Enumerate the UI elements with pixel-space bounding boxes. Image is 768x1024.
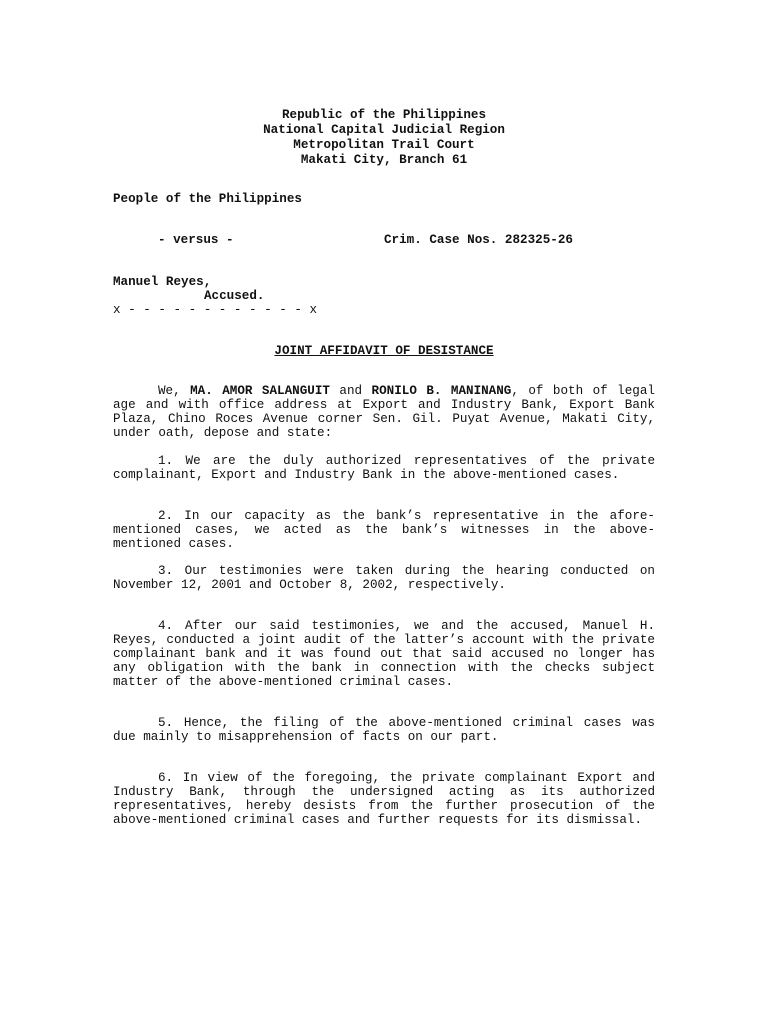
- paragraph-4-text: 4. After our said testimonies, we and the accused, Manuel H. Reyes, conducted a joint audit of the latter’s account with the private complainant bank and it was found out that said accused no longer has any obligation with the bank in connection with the checks subject matter of the above-mentioned criminal cases.: [113, 619, 655, 689]
- intro-rest: , of both of legal age and with office address at Export and Industry Bank, Export Bank Plaza, Chino Roces Avenue corner Sen. Gil. Puyat Avenue, Makati City, under oath, depose and state:: [113, 384, 655, 440]
- paragraph-5-text: 5. Hence, the filing of the above-mentioned criminal cases was due mainly to misapprehension of facts on our part.: [113, 716, 655, 744]
- intro-paragraph: [113, 385, 655, 441]
- affiant-name-1: MA. AMOR SALANGUIT: [190, 384, 330, 398]
- versus-label: - versus -: [158, 233, 234, 247]
- document-title: JOINT AFFIDAVIT OF DESISTANCE: [274, 344, 494, 358]
- caption-republic: Republic of the Philippines: [281, 108, 487, 122]
- caption-branch: Makati City, Branch 61: [300, 153, 468, 167]
- paragraph-1: [113, 455, 655, 483]
- plaintiff: People of the Philippines: [113, 192, 302, 206]
- paragraph-1-text: 1. We are the duly authorized representatives of the private complainant, Export and Industry Bank in the above-mentioned cases.: [113, 454, 655, 482]
- paragraph-4: [113, 620, 655, 690]
- paragraph-5: [113, 717, 655, 745]
- court-caption: [0, 108, 768, 168]
- caption-court: Metropolitan Trail Court: [293, 138, 475, 152]
- paragraph-3-text: 3. Our testimonies were taken during the hearing conducted on November 12, 2001 and October 8, 2002, respectively.: [113, 564, 655, 592]
- intro-we: We,: [158, 384, 191, 398]
- affiant-name-2: RONILO B. MANINANG: [371, 384, 512, 398]
- paragraph-6-text: 6. In view of the foregoing, the private complainant Export and Industry Bank, through the undersigned acting as its authorized representatives, hereby desists from the further prosecution of the above-mentioned criminal cases and further requests for its dismissal.: [113, 771, 655, 827]
- paragraph-3: [113, 565, 655, 593]
- paragraph-2: [113, 510, 655, 552]
- paragraph-2-text: 2. In our capacity as the bank’s representative in the afore-mentioned cases, we acted as the bank’s witnesses in the above-mentioned cases.: [113, 509, 655, 551]
- accused-label: Accused.: [204, 289, 265, 303]
- caption-region: National Capital Judicial Region: [263, 123, 505, 137]
- case-number: Crim. Case Nos. 282325-26: [384, 233, 573, 247]
- intro-and: and: [329, 384, 372, 398]
- caption-separator: x - - - - - - - - - - - - x: [113, 303, 318, 317]
- accused-name: Manuel Reyes,: [113, 275, 212, 289]
- paragraph-6: [113, 772, 655, 828]
